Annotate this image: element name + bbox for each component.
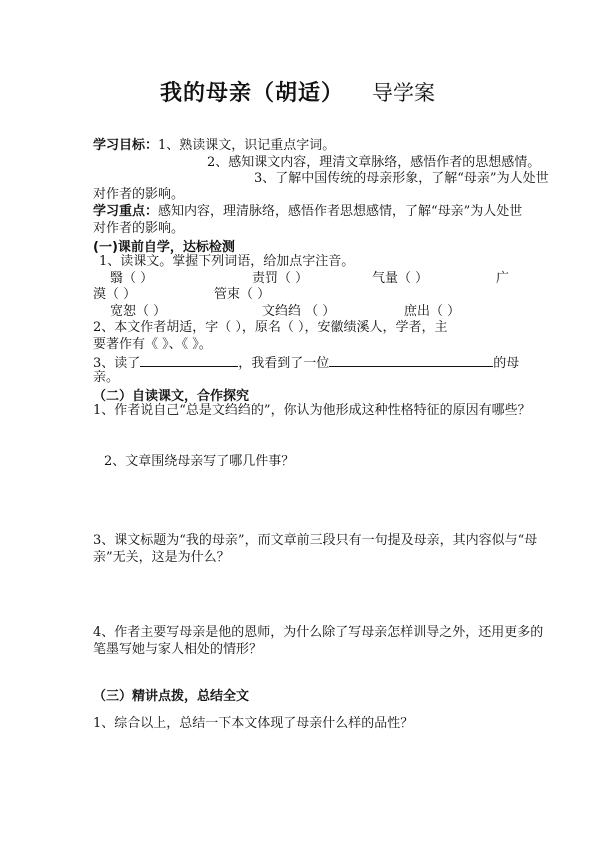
section-2-question-4-line1: 4、作者主要写母亲是他的恩师，为什么除了写母亲怎样训导之外，还用更多的	[93, 625, 544, 640]
vocab-item: 管束（ ）	[214, 287, 271, 302]
learning-focus-line1: 学习重点：感知内容，理清脉络，感悟作者思想感情，了解“母亲”为人处世	[93, 204, 523, 219]
section-2-question-3-line1: 3、课文标题为“我的母亲”，而文章前三段只有一句提及母亲，其内容似与“母	[93, 533, 538, 548]
section-2-question-1: 1、作者说自己“总是文绉绉的”，你认为他形成这种性格特征的原因有哪些？	[93, 403, 531, 418]
vocab-item: 责罚（ ）	[252, 271, 309, 286]
learning-goals-line3: 3、了解中国传统的母亲形象，了解“母亲”为人处世	[254, 171, 549, 186]
vocab-item: 气量（ ）	[372, 271, 429, 286]
vocab-item: 漠（ ）	[93, 287, 137, 302]
answer-blank[interactable]	[140, 353, 238, 367]
vocab-item: 庶出（ ）	[404, 304, 461, 319]
page-title: 我的母亲（胡适）	[160, 81, 345, 106]
section-2-heading: （二）自读课文，合作探究	[93, 389, 250, 404]
vocab-item: 文绉绉 （ ）	[262, 304, 336, 319]
learning-goals-line1: 学习目标：1、熟读课文，识记重点字词。	[93, 138, 336, 153]
learning-focus-label: 学习重点：	[93, 204, 159, 219]
learning-focus-line2: 对作者的影响。	[93, 221, 185, 236]
section-1-question-3-line2: 亲。	[93, 370, 120, 385]
section-3-heading: （三）精讲点拨，总结全文	[93, 689, 250, 704]
section-2-question-2: 2、文章围绕母亲写了哪几件事？	[104, 454, 295, 469]
section-2-question-4-line2: 笔墨写她与家人相处的情形？	[93, 642, 263, 657]
learning-goals-label: 学习目标：	[93, 138, 159, 153]
page-subtitle: 导学案	[372, 81, 435, 105]
section-1-heading: (一)课前自学，达标检测	[93, 240, 235, 255]
section-2-question-3-line2: 亲”无关，这是为什么？	[93, 550, 230, 565]
vocab-item: 宽恕（ ）	[110, 304, 167, 319]
section-1-question-1: 1、读课文。掌握下列词语，给加点字注音。	[99, 254, 355, 269]
answer-blank[interactable]	[329, 353, 493, 367]
section-1-question-3-line1: 3、读了 ，我看到了一位 的母	[93, 353, 519, 372]
vocab-item: 翳（ ）	[110, 271, 154, 286]
vocab-item: 广	[496, 271, 510, 286]
section-1-question-2-line2: 要著作有《 》、《 》。	[93, 337, 212, 352]
section-3-question-1: 1、综合以上，总结一下本文体现了母亲什么样的品性？	[93, 716, 414, 731]
learning-goals-line4: 对作者的影响。	[93, 187, 185, 202]
learning-goals-line2: 2、感知课文内容，理清文章脉络，感悟作者的思想感情。	[207, 155, 541, 170]
section-1-question-2-line1: 2、本文作者胡适，字（ ），原名（ ），安徽绩溪人，学者，主	[93, 320, 448, 335]
